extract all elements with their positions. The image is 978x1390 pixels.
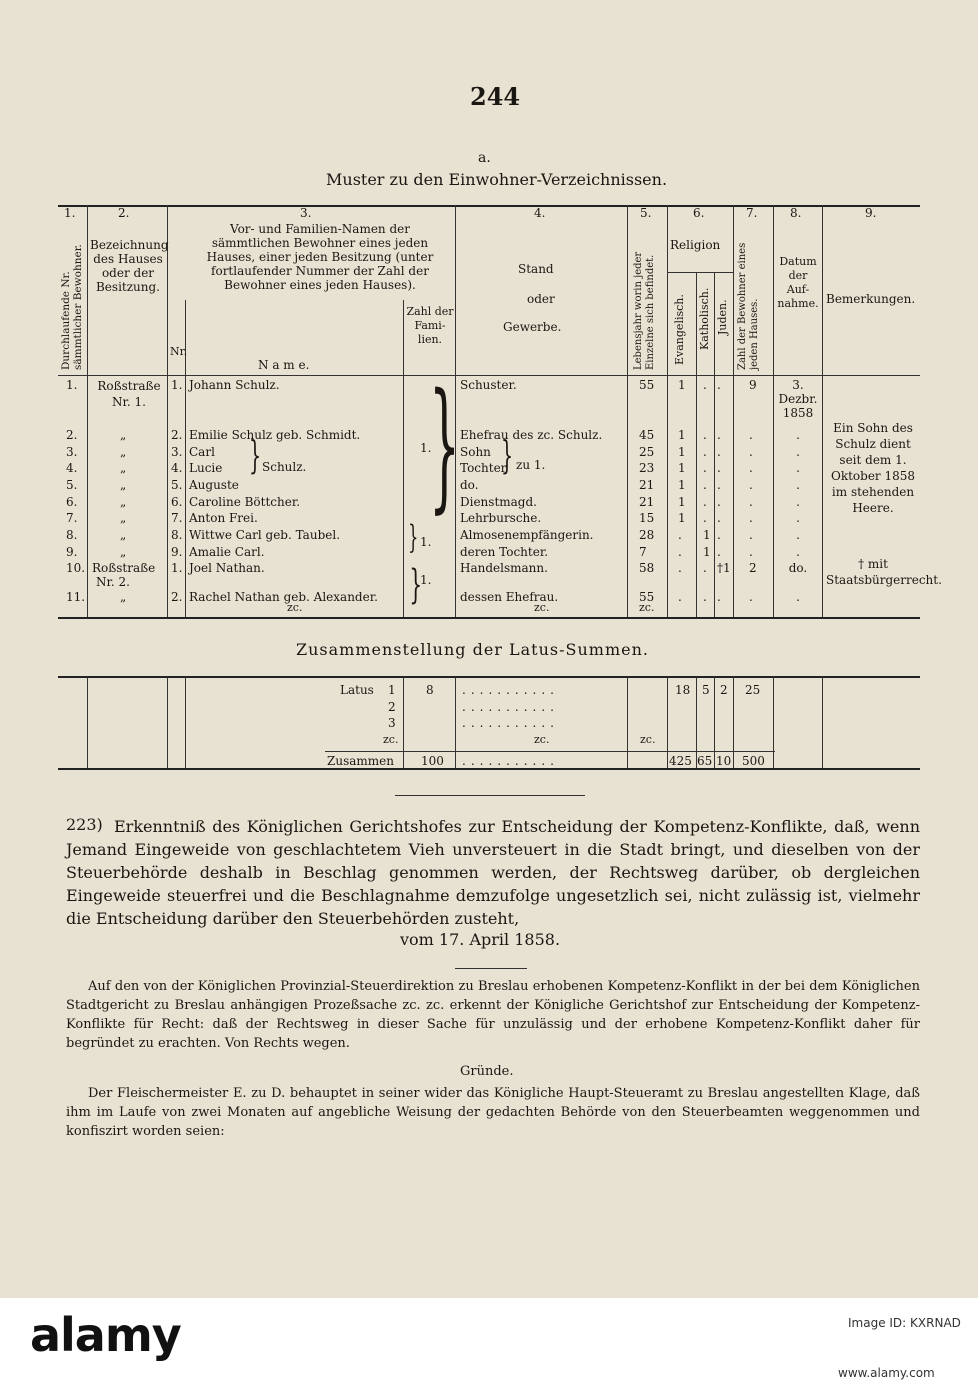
latus-row-number: 2 (388, 700, 396, 714)
row-number: 9. (66, 545, 78, 559)
lebensjahr: 28 (639, 528, 655, 542)
bewohner-name: Lucie (189, 461, 223, 475)
summary-title: Zusammenstellung der Latus-Summen. (296, 640, 649, 659)
sum-col-divider (185, 677, 186, 768)
religion-evangelisch: 1 (678, 478, 686, 492)
summary-bottom-rule (58, 768, 920, 770)
brace-family-3: } (409, 562, 423, 608)
religion-juden: . (717, 528, 721, 542)
bemerkung-staatsbuerger: † mit Staatsbürgerrecht. (826, 557, 942, 587)
datum-aufnahme: . (796, 590, 800, 604)
brace-family-2: } (408, 518, 419, 556)
sum-col-divider (667, 677, 668, 768)
lebensjahr: 25 (639, 445, 655, 459)
religion-evangelisch: . (678, 528, 682, 542)
col-divider (87, 205, 88, 617)
lebensjahr: 21 (639, 478, 655, 492)
bewohner-name: Amalie Carl. (189, 545, 265, 559)
col-divider (822, 205, 823, 617)
latus-dots: ........... (462, 700, 559, 714)
religion-evangelisch: 1 (678, 428, 686, 442)
header-oder: oder (527, 292, 555, 306)
haus-bezeichnung: „ (120, 495, 127, 509)
haus-bezeichnung: „ (120, 511, 127, 525)
sum-col-divider (87, 677, 88, 768)
latus-dots: ........... (462, 683, 559, 697)
lebensjahr: 45 (639, 428, 655, 442)
etc-name: zc. (287, 601, 303, 614)
section-date: vom 17. April 1858. (400, 930, 561, 949)
table-title: Muster zu den Einwohner-Verzeichnissen. (326, 170, 668, 189)
zahl-bewohner: . (749, 461, 753, 475)
bewohner-nr: 1. (171, 378, 183, 392)
stand-gewerbe: Sohn (460, 445, 491, 459)
bewohner-name: Joel Nathan. (189, 561, 265, 575)
religion-evangelisch: . (678, 561, 682, 575)
header-zahl-familien: Zahl der Fami-lien. (406, 305, 454, 346)
datum-aufnahme: do. (788, 561, 808, 575)
sum-col-divider (403, 677, 404, 768)
bewohner-name: Auguste (189, 478, 239, 492)
row-number: 8. (66, 528, 78, 542)
stand-gewerbe: Ehefrau des zc. Schulz. (460, 428, 603, 442)
col-number: 3. (300, 206, 312, 220)
latus1-evangelisch: 18 (675, 683, 691, 697)
sum-col-divider (773, 677, 774, 768)
religion-juden: . (717, 445, 721, 459)
stand-gewerbe: dessen Ehefrau. (460, 590, 559, 604)
stand-gewerbe: Dienstmagd. (460, 495, 537, 509)
header-name: N a m e. (258, 358, 310, 372)
header-bemerkungen: Bemerkungen. (826, 292, 916, 306)
religion-katholisch: . (703, 561, 707, 575)
bewohner-nr: 2. (171, 428, 183, 442)
col-divider (667, 205, 668, 617)
separator-rule (455, 968, 527, 969)
lebensjahr: 21 (639, 495, 655, 509)
header-lebensjahr: Lebensjahr worin jeder Einzelne sich befindet. (633, 251, 656, 370)
stand-gewerbe: Tochter (460, 461, 507, 475)
header-bezeichnung: Bezeichnung des Hauses oder der Besitzung. (90, 238, 169, 294)
haus-bezeichnung: „ (120, 545, 127, 559)
haus-bezeichnung: „ (120, 478, 127, 492)
section-number: 223) (66, 815, 103, 834)
page-number: 244 (470, 82, 521, 111)
zusammen-zahl: 500 (742, 754, 765, 768)
bewohner-nr: 5. (171, 478, 183, 492)
lebensjahr: 23 (639, 461, 655, 475)
table-bottom-rule (58, 617, 920, 619)
zahl-bewohner: . (749, 428, 753, 442)
religion-juden: . (717, 590, 721, 604)
header-bottom-rule (58, 375, 920, 376)
religion-katholisch: . (703, 461, 707, 475)
latus1-katholisch: 5 (702, 683, 710, 697)
brace-schulz: } (249, 433, 262, 477)
col-divider (627, 205, 628, 617)
zahl-bewohner: . (749, 545, 753, 559)
religion-evangelisch: 1 (678, 461, 686, 475)
religion-evangelisch: . (678, 590, 682, 604)
col-number: 1. (64, 206, 76, 220)
col-number: 6. (693, 206, 705, 220)
zusammen-evangelisch: 425 (669, 754, 692, 768)
header-gewerbe: Gewerbe. (503, 320, 562, 334)
lebensjahr: 55 (639, 378, 655, 392)
stand-gewerbe: Lehrbursche. (460, 511, 542, 525)
latus-dots: ........... (462, 716, 559, 730)
religion-katholisch: . (703, 428, 707, 442)
header-katholisch: Katholisch. (698, 287, 711, 350)
latus-etc-alter: zc. (640, 733, 656, 746)
brace-schulz-label: Schulz. (262, 460, 307, 474)
lebensjahr: 55 (639, 590, 655, 604)
latus-row-number: 3 (388, 716, 396, 730)
col-divider (773, 205, 774, 617)
section-title: Erkenntniß des Königlichen Gerichtshofes zur Entscheidung der Kompetenz-Konflikte, daß, wenn Jemand Eingeweide von geschlachtetem Vieh unversteuert in die Stadt bringt, und dieselben von der Steuerbehörde deshalb in Beschlag genommen werden, der Rechtsweg darüber, ob dergleichen Eingeweide steuerfrei und die Beschlagnahme demzufolge ungesetzlich sei, nicht zulässig ist, vielmehr die Entscheidung darüber den Steuerbehörden zusteht, (66, 817, 920, 928)
religion-evangelisch: 1 (678, 378, 686, 392)
bewohner-nr: 9. (171, 545, 183, 559)
religion-katholisch: . (703, 495, 707, 509)
row-number: 6. (66, 495, 78, 509)
datum-aufnahme: . (796, 511, 800, 525)
bewohner-nr: 8. (171, 528, 183, 542)
col-number: 4. (534, 206, 546, 220)
bewohner-nr: 2. (171, 590, 183, 604)
haus-bezeichnung: „ (120, 428, 127, 442)
stand-gewerbe: do. (460, 478, 479, 492)
row-number: 7. (66, 511, 78, 525)
header-durchlaufende-nr: Durchlaufende Nr. sämmtlicher Bewohner. (60, 244, 84, 370)
haus-bezeichnung: „ (120, 445, 127, 459)
stand-gewerbe: deren Tochter. (460, 545, 549, 559)
zahl-bewohner: 9 (749, 378, 757, 392)
bewohner-name: Carl (189, 445, 215, 459)
col-number: 2. (118, 206, 130, 220)
sum-col-divider (822, 677, 823, 768)
religion-evangelisch: 1 (678, 511, 686, 525)
datum-aufnahme: 3. Dezbr. 1858 (778, 378, 818, 420)
summary-top-rule (58, 676, 920, 678)
datum-aufnahme: . (796, 528, 800, 542)
header-stand: Stand (518, 262, 554, 276)
row-number: 2. (66, 428, 78, 442)
latus-row-number: zc. (383, 733, 399, 746)
zahl-bewohner: . (749, 511, 753, 525)
latus-etc-gewerbe: zc. (534, 733, 550, 746)
col-divider (733, 205, 734, 617)
religion-juden: . (717, 478, 721, 492)
col-number: 7. (746, 206, 758, 220)
brace-family-1: } (428, 364, 461, 527)
row-number: 1. (66, 378, 78, 392)
religion-juden: . (717, 511, 721, 525)
sum-col-divider (627, 677, 628, 768)
zahl-bewohner: . (749, 590, 753, 604)
bewohner-nr: 4. (171, 461, 183, 475)
row-number: 4. (66, 461, 78, 475)
sum-col-divider (714, 677, 715, 768)
stand-gewerbe: Schuster. (460, 378, 517, 392)
religion-katholisch: . (703, 378, 707, 392)
latus-label: Latus (340, 683, 374, 697)
col-divider (403, 300, 404, 617)
religion-katholisch: . (703, 478, 707, 492)
lebensjahr: 15 (639, 511, 655, 525)
col-divider (167, 205, 168, 617)
religion-juden: . (717, 545, 721, 559)
religion-juden: †1 (717, 561, 731, 575)
bewohner-name: Anton Frei. (189, 511, 258, 525)
header-religion: Religion (670, 238, 721, 252)
religion-katholisch: 1 (703, 528, 711, 542)
bewohner-nr: 7. (171, 511, 183, 525)
bewohner-nr: 1. (171, 561, 183, 575)
religion-katholisch: . (703, 590, 707, 604)
lebensjahr: 7 (639, 545, 647, 559)
col-number: 8. (790, 206, 802, 220)
haus-nr-2: Nr. 2. (96, 575, 130, 589)
bewohner-name: Rachel Nathan geb. Alexander. (189, 590, 378, 604)
header-namen: Vor- und Familien-Namen der sämmtlichen Bewohner eines jeden Hauses, einer jeden Besitzung (unter fortlaufender Nummer der Zahl der Bewohner eines jeden Hauses). (206, 222, 434, 292)
stand-gewerbe: Almosenempfängerin. (460, 528, 594, 542)
etc-alter: zc. (639, 601, 655, 614)
bewohner-name: Wittwe Carl geb. Taubel. (189, 528, 341, 542)
familien-count: 1. (420, 573, 432, 587)
datum-aufnahme: . (796, 428, 800, 442)
sum-col-divider (733, 677, 734, 768)
religion-juden: . (717, 428, 721, 442)
datum-aufnahme: . (796, 545, 800, 559)
familien-count: 1. (420, 535, 432, 549)
col-number: 9. (865, 206, 877, 220)
zusammen-familien: 100 (421, 754, 444, 768)
separator-rule (395, 795, 585, 796)
latus-dots: ........... (462, 754, 559, 768)
datum-aufnahme: . (796, 495, 800, 509)
bewohner-name: Emilie Schulz geb. Schmidt. (189, 428, 361, 442)
col-divider (696, 272, 697, 617)
datum-aufnahme: . (796, 461, 800, 475)
datum-aufnahme: . (796, 478, 800, 492)
latus1-familien: 8 (426, 683, 434, 697)
religion-subrule (667, 272, 733, 273)
haus-bezeichnung: „ (120, 528, 127, 542)
etc-gewerbe: zc. (534, 601, 550, 614)
bewohner-nr: 6. (171, 495, 183, 509)
sum-col-divider (455, 677, 456, 768)
bewohner-name: Johann Schulz. (189, 378, 280, 392)
header-zahl-bewohner: Zahl der Bewohner eines jeden Hauses. (737, 242, 760, 370)
header-nr: Nr. (170, 345, 188, 358)
row-number: 3. (66, 445, 78, 459)
religion-katholisch: 1 (703, 545, 711, 559)
religion-juden: . (717, 378, 721, 392)
religion-juden: . (717, 461, 721, 475)
zahl-bewohner: . (749, 478, 753, 492)
header-datum: Datum der Auf-nahme. (777, 255, 819, 310)
zusammen-juden: 10 (716, 754, 732, 768)
haus-bezeichnung: Roßstraße Nr. 1. (97, 379, 161, 409)
zahl-bewohner: . (749, 445, 753, 459)
header-juden: Juden. (716, 299, 729, 335)
zahl-bewohner: . (749, 495, 753, 509)
col-divider (714, 272, 715, 617)
latus1-juden: 2 (720, 683, 728, 697)
zusammen-label: Zusammen (327, 754, 394, 768)
religion-juden: . (717, 495, 721, 509)
lebensjahr: 58 (639, 561, 655, 575)
zahl-bewohner: . (749, 528, 753, 542)
row-number: 11. (66, 590, 86, 604)
col-number: 5. (640, 206, 652, 220)
summary-total-rule (325, 751, 775, 752)
watermark-image-id: Image ID: KXRNAD (848, 1316, 961, 1330)
religion-katholisch: . (703, 445, 707, 459)
zusammen-katholisch: 65 (697, 754, 713, 768)
familien-count: 1. (420, 441, 432, 455)
watermark-url: www.alamy.com (838, 1366, 935, 1380)
datum-aufnahme: . (796, 445, 800, 459)
latus1-zahl: 25 (745, 683, 761, 697)
gruende-title: Gründe. (460, 1064, 514, 1079)
gruende-text: Der Fleischermeister E. zu D. behauptet in seiner wider das Königliche Haupt-Steueramt zu Breslau angestellten Klage, daß ihm im Laufe von zwei Monaten auf angebliche Weisung der gedachten Behörde von den Steuerbeamten weggenommen und konfiszirt worden seien: (66, 1086, 920, 1139)
row-number: 10. (66, 561, 86, 575)
bewohner-nr: 3. (171, 445, 183, 459)
row-number: 5. (66, 478, 78, 492)
sum-col-divider (167, 677, 168, 768)
stand-gewerbe: Handelsmann. (460, 561, 548, 575)
religion-evangelisch: 1 (678, 445, 686, 459)
religion-katholisch: . (703, 511, 707, 525)
section-letter: a. (478, 150, 491, 166)
religion-evangelisch: . (678, 545, 682, 559)
brace-gewerbe-label: zu 1. (516, 458, 546, 472)
haus-bezeichnung: Roßstraße (92, 561, 156, 575)
brace-gewerbe: } (501, 433, 514, 477)
bewohner-name: Caroline Böttcher. (189, 495, 301, 509)
haus-bezeichnung: „ (120, 461, 127, 475)
latus-row-number: 1 (388, 683, 396, 697)
watermark-brand: alamy (30, 1308, 181, 1362)
zahl-bewohner: 2 (749, 561, 757, 575)
bemerkung-sohn: Ein Sohn des Schulz dient seit dem 1. Oktober 1858 im stehenden Heere. (830, 421, 916, 515)
ruling-text: Auf den von der Königlichen Provinzial-Steuerdirektion zu Breslau erhobenen Kompetenz-Konflikt in der bei dem Königlichen Stadtgericht zu Breslau anhängigen Prozeßsache zc. zc. erkennt der Königliche Gerichtshof zur Entscheidung der Kompetenz-Konflikte für Recht: daß der Rechtsweg in dieser Sache für unzulässig und der erhobene Kompetenz-Konflikt daher für begründet zu erachten. Von Rechts wegen. (66, 979, 920, 1051)
header-evangelisch: Evangelisch. (673, 294, 686, 365)
religion-evangelisch: 1 (678, 495, 686, 509)
haus-bezeichnung: „ (120, 590, 127, 604)
